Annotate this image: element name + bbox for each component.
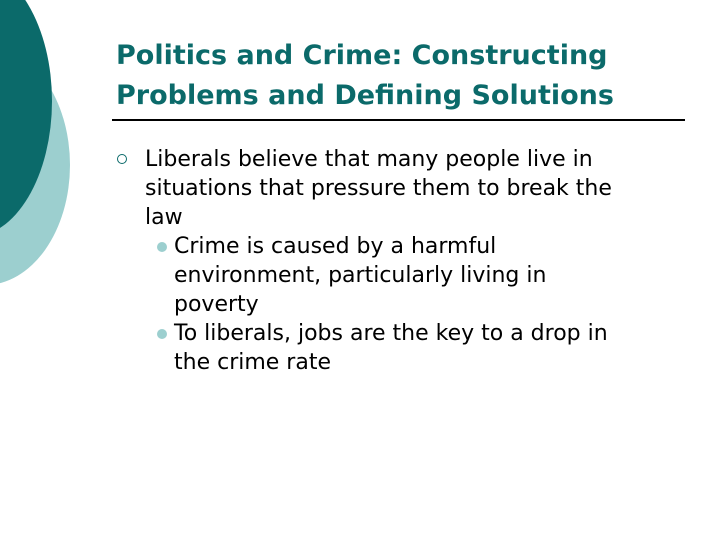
sub-bullet-1-line-2: environment, particularly living in [174,263,547,288]
sub-bullet-2-line-2: the crime rate [174,350,331,375]
slide-title-line-1: Politics and Crime: Constructing [116,40,608,71]
sub-bullet-item-1 [0,232,720,319]
sub-bullet-1-line-3: poverty [174,292,259,317]
sub-bullet-2-line-1: To liberals, jobs are the key to a drop in [174,321,608,346]
hollow-circle-bullet-icon [117,154,127,164]
bullet-1-line-2: situations that pressure them to break the [145,176,612,201]
bullet-1-line-3: law [145,205,183,230]
filled-circle-bullet-icon [157,242,167,252]
slide-title-line-2: Problems and Defining Solutions [116,80,614,111]
title-divider [112,119,685,121]
sub-bullet-item-2 [0,319,720,377]
slide-body [0,145,720,377]
sub-bullet-1-line-1: Crime is caused by a harmful [174,234,497,259]
bullet-1-line-1: Liberals believe that many people live in [145,147,593,172]
slide-title [116,36,696,116]
bullet-item-1 [0,145,720,232]
filled-circle-bullet-icon [157,329,167,339]
